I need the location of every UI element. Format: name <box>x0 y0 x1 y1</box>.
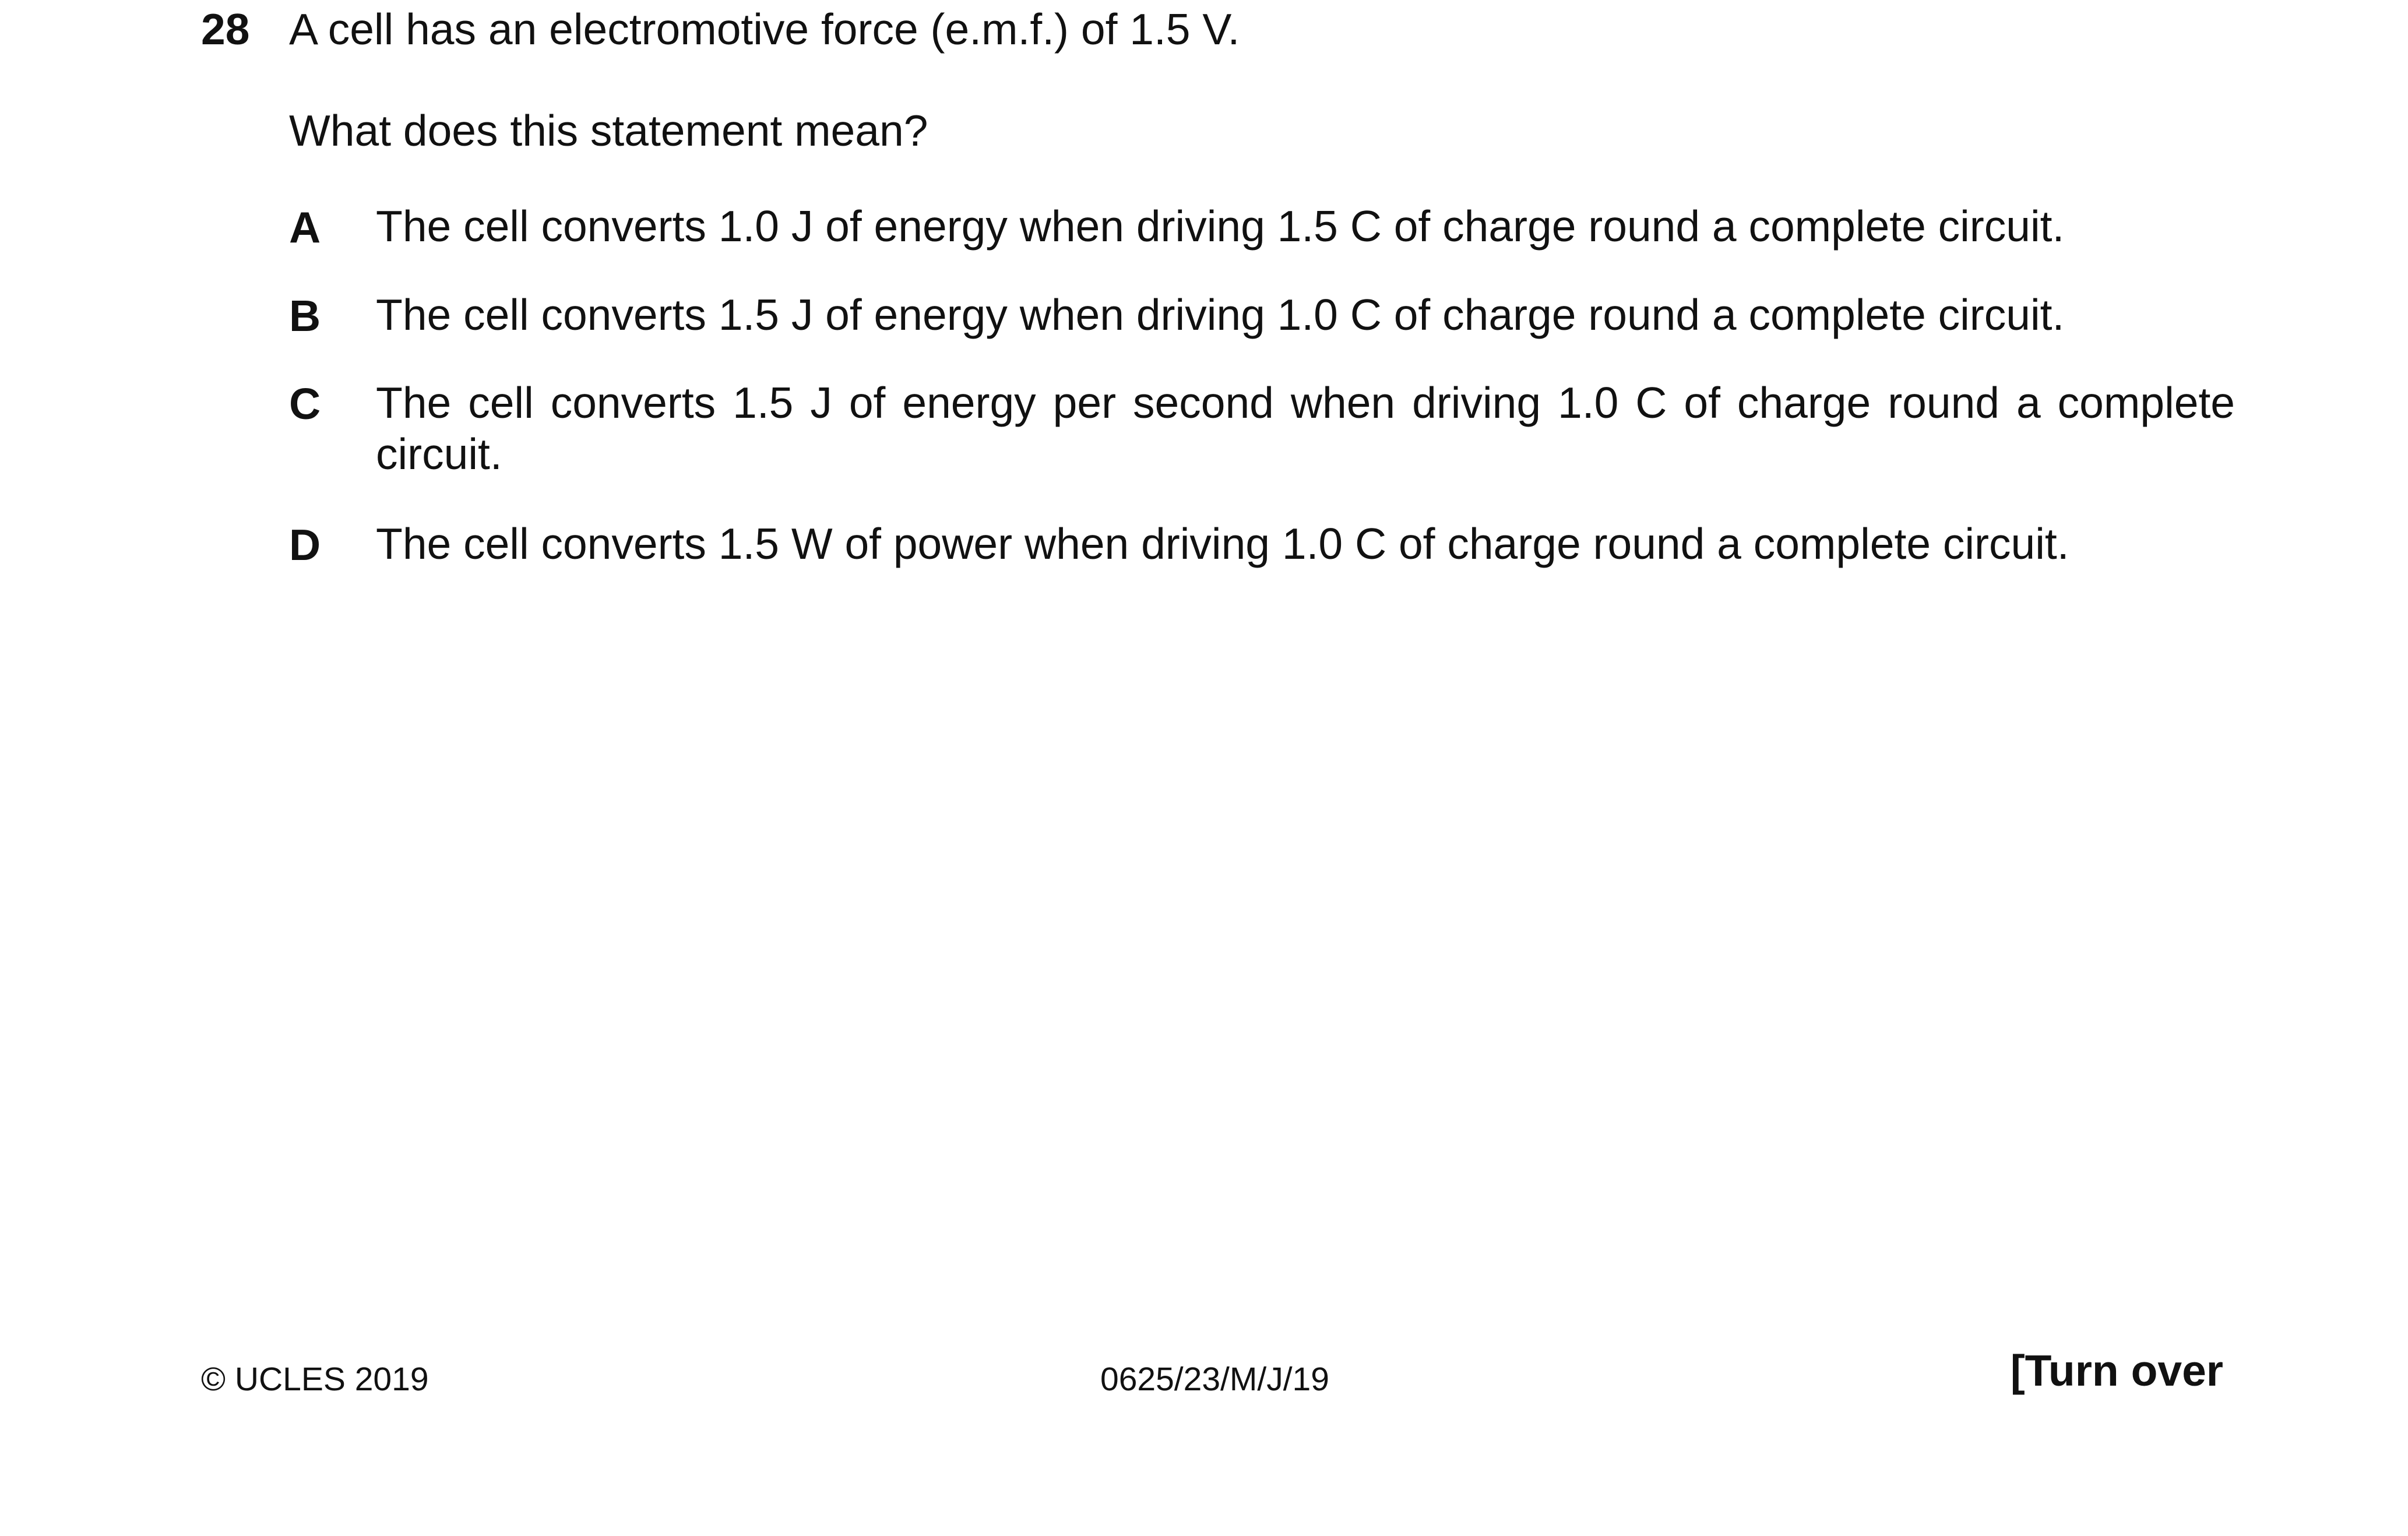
option-letter: B <box>289 291 321 340</box>
option-letter: A <box>289 203 321 252</box>
question-number: 28 <box>201 5 250 54</box>
question-stem: A cell has an electromotive force (e.m.f.) of 1.5 V. <box>289 5 1240 54</box>
option-text: The cell converts 1.0 J of energy when driving 1.5 C of charge round a complete circuit. <box>376 202 2065 251</box>
option-letter: C <box>289 379 321 428</box>
option-text: The cell converts 1.5 W of power when driving 1.0 C of charge round a complete circuit. <box>376 519 2069 568</box>
turn-over-label: [Turn over <box>2010 1346 2223 1395</box>
question-prompt: What does this statement mean? <box>289 106 928 155</box>
option-text: The cell converts 1.5 J of energy when driving 1.0 C of charge round a complete circuit. <box>376 290 2065 339</box>
option-text: The cell converts 1.5 J of energy per second when driving 1.0 C of charge round a complete circuit. <box>376 378 2235 478</box>
paper-code: 0625/23/M/J/19 <box>1100 1361 1329 1398</box>
copyright-notice: © UCLES 2019 <box>201 1361 429 1398</box>
option-letter: D <box>289 520 321 569</box>
